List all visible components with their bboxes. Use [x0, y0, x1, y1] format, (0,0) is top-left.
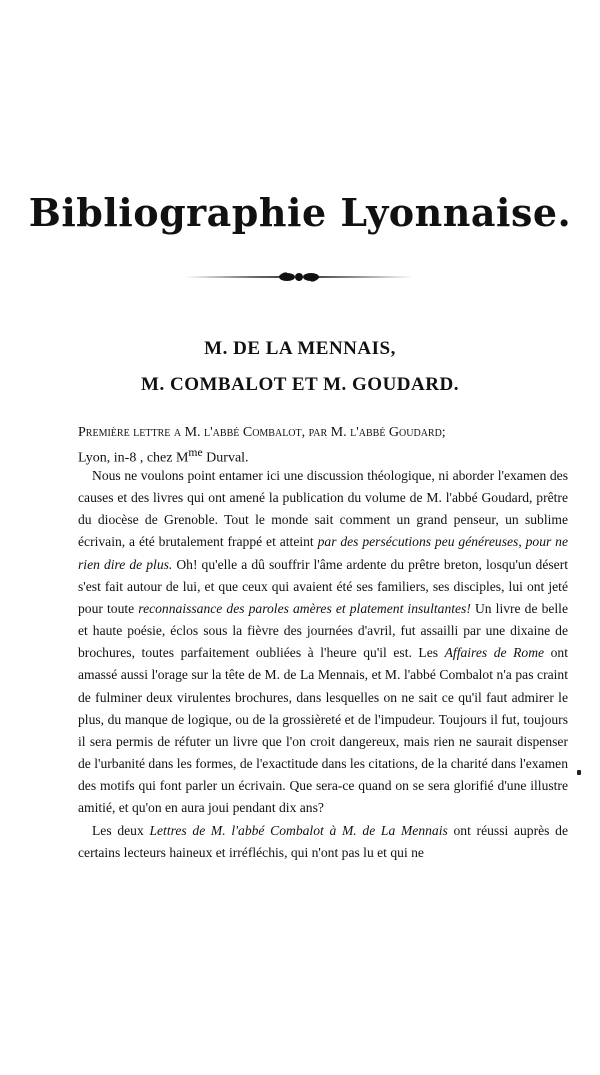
italic-run: Affaires de Rome	[444, 645, 545, 661]
italic-run: Lettres de M. l'abbé Combalot à M. de La Mennais	[149, 822, 448, 838]
article-heading-line2: M. COMBALOT ET M. GOUDARD.	[141, 374, 459, 395]
citation-publisher-a: Lyon, in-8 , chez M	[78, 450, 189, 466]
citation-title: Première lettre a M. l'abbé Combalot, par M. l'abbé Goudard;	[78, 425, 446, 440]
paragraph-2	[78, 820, 568, 864]
italic-run: pour ne rien dire de plus.	[78, 534, 568, 572]
article-heading-line1: M. DE LA MENNAIS,	[204, 338, 396, 359]
page-title: Bibliographie Lyonnaise.	[28, 190, 572, 235]
text-run: Nous ne voulons point entamer ici une discussion théologique, ni aborder l'examen des causes et des livres qui ont amené la publication du volume de M. l'abbé Goudard, prêtre du diocèse de Grenoble. Tout le monde sait comment un grand penseur, un sublime écrivain, a été brutalement frappé et atteint	[78, 468, 568, 550]
text-run: ,	[518, 534, 526, 550]
text-run: Oh! qu'elle a dû souffrir l'âme ardente du prêtre breton, losqu'un désert s'est fait autour de lui, et que ceux qui avaient été ses familiers, ses disciples, lui ont jeté pour toute	[78, 556, 568, 616]
italic-run: par des persécutions peu généreuses	[317, 534, 519, 550]
text-run: Les deux	[92, 822, 150, 838]
article-body	[78, 465, 568, 864]
ink-speck	[577, 770, 581, 775]
citation-publisher-sup: me	[188, 446, 203, 459]
citation-publisher-b: Durval.	[202, 450, 249, 466]
paragraph-1	[78, 465, 568, 820]
text-run: Un livre de belle et haute poésie, éclos sous la fièvre des journées d'avril, fut assailli par une dixaine de brochures, toutes parfaitement oubliées à l'heure qu'il est. Les	[78, 600, 568, 661]
text-run: ont amassé aussi l'orage sur la tête de M. de La Mennais, et M. l'abbé Combalot n'a pas craint de fulminer deux virulentes brochures, dans lesquelles on ne sait ce qu'il faut admirer le plus, du manque de logique, ou de la grossièreté et de l'impudeur. Toujours il fut, toujours il sera permis de réfuter un livre que l'on croit dangereux, mais rien ne saurait dispenser de l'urbanité dans les formes, de l'exactitude dans les citations, de la charité dans l'examen des motifs qui font parler un écrivain. Que sera-ce quand on se sera glorifié d'une illustre amitié, et qu'on en aura joui pendant dix ans?	[78, 645, 568, 816]
bibliographic-citation	[78, 423, 568, 469]
text-run: ont réussi auprès de certains lecteurs haineux et irréfléchis, qui n'ont pas lu et qui ne	[78, 822, 568, 860]
ornamental-divider	[183, 270, 415, 284]
italic-run: reconnaissance des paroles amères et platement insultantes!	[138, 600, 471, 616]
